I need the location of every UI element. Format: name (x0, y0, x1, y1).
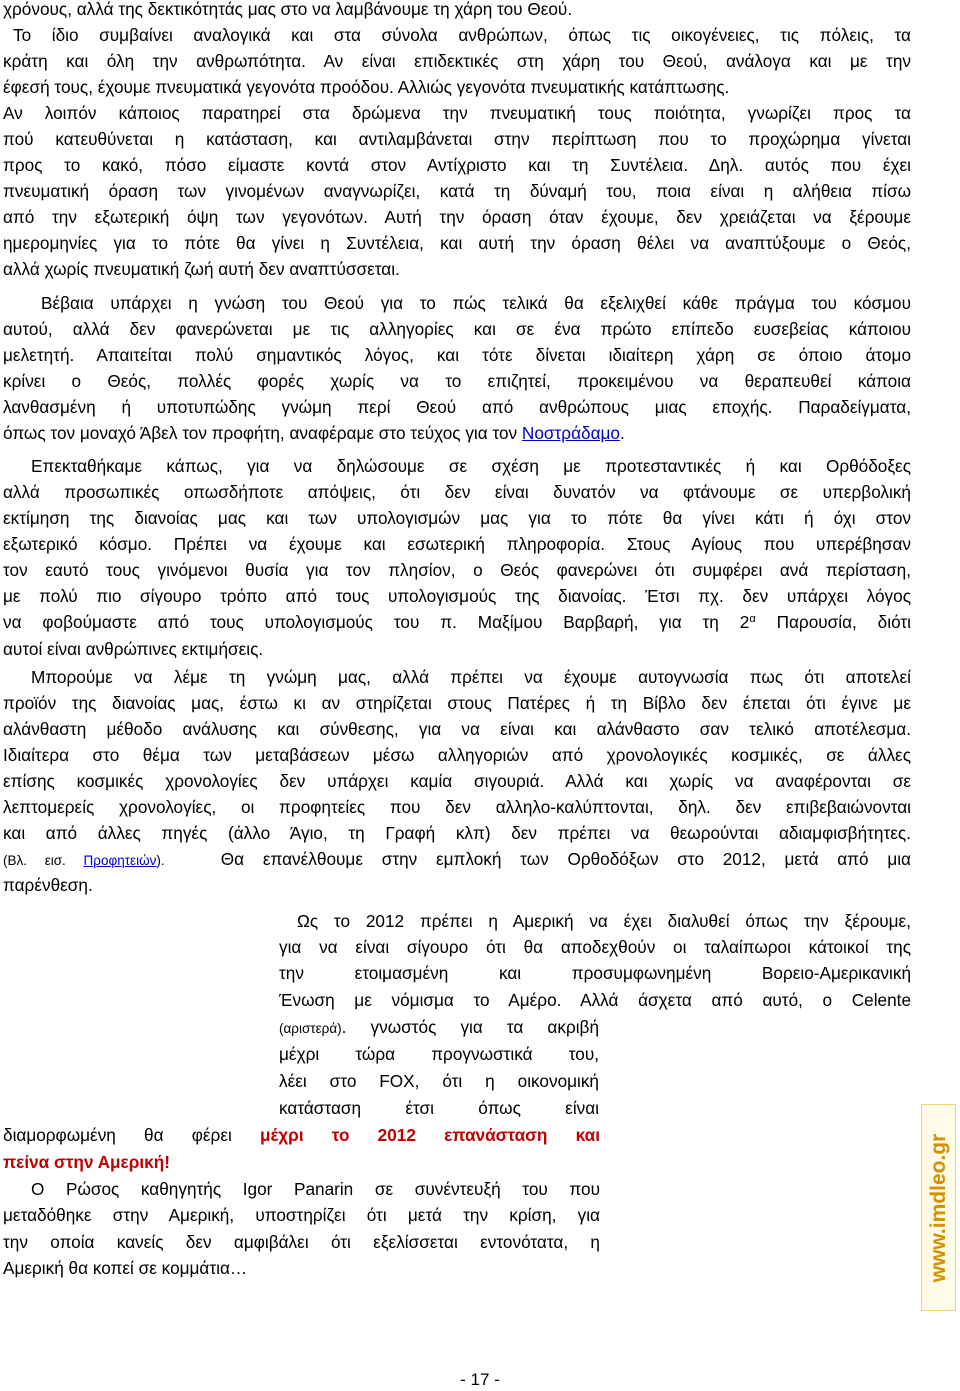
text-line: μέχρι τώρα προγνωστικά του, (279, 1044, 599, 1064)
text-line: Επεκταθήκαμε κάπως, για να δηλώσουμε σε σχέση με προτεσταντικές ή και Ορθόδοξες (31, 456, 911, 476)
text-line: για να είναι σίγουρο ότι θα αποδεχθούν οι ταλαίπωροι κάτοικοί της (279, 937, 911, 957)
text-line: επίσης κοσμικές χρονολογίες δεν υπάρχει καμία σιγουριά. Αλλά και χωρίς να αναφέρονται σε (3, 771, 911, 791)
text-line: από την εξωτερική όψη των γεγονότων. Αυτή την όραση όταν έχουμε, δεν χρειάζεται να ξέρουμε (3, 207, 911, 227)
text-line: κρίνει ο Θεός, πολλές φορές χωρίς να το επιζητεί, προκειμένου να θεραπευθεί κάποια (3, 371, 911, 391)
text-line: παρένθεση. (3, 875, 93, 895)
text-line: όπως τον μοναχό Άβελ τον προφήτη, αναφέραμε στο τεύχος για τον Νοστράδαμο. (3, 423, 625, 443)
text-line: προς το κακό, πόσο είμαστε κοντά στον Αντίχριστο και τη Συντέλεια. Δηλ. αυτός που έχει (3, 155, 911, 175)
text-line: διαμορφωμένη θα φέρει μέχρι το 2012 επανάσταση και (3, 1125, 600, 1145)
emphasis-text: μέχρι το 2012 επανάσταση και (260, 1125, 600, 1145)
nostradamus-link[interactable]: Νοστράδαμο (521, 423, 620, 443)
text-line: κράτη και όλη την ανθρωπότητα. Αν είναι επιδεκτικές στη χάρη του Θεού, ανάλογα και με την (3, 51, 911, 71)
text-line: να φοβούμαστε από τους υπολογισμούς του π. Μαξίμου Βαρβαρή, για τη $2^\alpha$ Παρουσία, διότι (3, 612, 911, 632)
text-line: κατάσταση έτσι όπως είναι (279, 1098, 599, 1118)
text-line: μελετητή. Απαιτείται πολύ σημαντικός λόγος, και τότε δίνεται ιδιαίτερη χάρη σε όποιο άτομο (3, 345, 911, 365)
text-line: Μπορούμε να λέμε τη γνώμη μας, αλλά πρέπει να έχουμε αυτογνωσία πως ότι αποτελεί (31, 667, 911, 687)
text-line: λέει στο FOX, ότι η οικονομική (279, 1071, 599, 1091)
text-line: αλάνθαστη μέθοδο ανάλυσης και σύνθεσης, για να είναι και αλάνθαστο σαν τελικό αποτέλεσμα. (3, 719, 911, 739)
text-line: μεταδόθηκε στην Αμερική, υποστηρίζει ότι μετά την κρίση, για (3, 1205, 600, 1225)
text-line: πού κατευθύνεται η κατάσταση, και αντιλαμβάνεται στην περίπτωση που το προχώρημα γίνεται (3, 129, 911, 149)
text-line: λανθασμένη ή υποτυπώδης γνώμη περί Θεού από ανθρώπους μιας εποχής. Παραδείγματα, (3, 397, 911, 417)
text-line: εκτίμηση της διανοίας μας και των υπολογισμών μας για το πότε θα γίνει κάτι ή όχι στον (3, 508, 911, 528)
text-line: Ως το 2012 πρέπει η Αμερική να έχει διαλυθεί όπως την ξέρουμε, (297, 911, 911, 931)
text-line: με πολύ πιο σίγουρο τρόπο από τους υπολογισμούς της διανοίας. Έτσι πχ. δεν υπάρχει λόγος (3, 586, 911, 606)
text-line: έφεσή τους, έχουμε πνευματικά γεγονότα προόδου. Αλλιώς γεγονότα πνευματικής κατάπτωσης. (3, 77, 730, 97)
text-line: Ο Ρώσος καθηγητής Igor Panarin σε συνέντευξή του που (31, 1179, 600, 1199)
text-line: αυτού, αλλά δεν φανερώνεται με τις αλληγορίες και σε ένα πρώτο επίπεδο ευσεβείας κάποιου (3, 319, 911, 339)
page-number: - 17 - (460, 1370, 500, 1389)
text-line: αλλά χωρίς πνευματική ζωή αυτή δεν αναπτύσσεται. (3, 259, 400, 279)
text-line: την ετοιμασμένη και προσυμφωνημένη Βορειο-Αμερικανική (279, 963, 911, 983)
text-line: την οποία κανείς δεν αμφιβάλει ότι εξελίσσεται εντονότατα, η (3, 1232, 600, 1252)
text-line: Ιδιαίτερα στο θέμα των μεταβάσεων μέσω αλληγοριών από χρονολογικές κοσμικές, σε άλλες (3, 745, 911, 765)
emphasis-text: πείνα στην Αμερική! (3, 1152, 170, 1172)
text-line (3, 1149, 911, 1175)
text-line: Βέβαια υπάρχει η γνώση του Θεού για το πώς τελικά θα εξελιχθεί κάθε πράγμα του κόσμου (41, 293, 911, 313)
ordinal-superscript: α (749, 613, 756, 625)
website-watermark: www.imdleo.gr (921, 1104, 956, 1311)
text-line: (Βλ. εισ. Προφητειών). Θα επανέλθουμε στην εμπλοκή των Ορθοδόξων στο 2012, μετά από μια (3, 849, 911, 869)
text-line: (αριστερά). γνωστός για τα ακριβή (279, 1017, 599, 1037)
text-line: Ένωση με νόμισμα το Αμέρο. Αλλά άσχετα από αυτό, ο Celente (279, 990, 911, 1010)
text-line: εξωτερικό κόσμο. Πρέπει να έχουμε και εσωτερική πληροφορία. Στους Αγίους που υπερέβησαν (3, 534, 911, 554)
text-line: ημερομηνίες για το πότε θα γίνει η Συντέλεια, και αυτή την όραση θέλει να αναπτύξουμε ο Θεός, (3, 233, 911, 253)
text-line: προϊόν της διανοίας μας, έστω κι αν στηρίζεται στους Πατέρες ή τη Βίβλο δεν έπεται ότι έγινε με (3, 693, 911, 713)
text-line: χρόνους, αλλά της δεκτικότητάς μας στο να λαμβάνουμε τη χάρη του Θεού. (3, 0, 573, 19)
text-line: λεπτομερείς χρονολογίες, οι προφητείες που δεν αλληλο-καλύπτονται, δηλ. δεν επιβεβαιώνονται (3, 797, 911, 817)
prophecies-link[interactable]: Προφητειών (83, 853, 157, 868)
text-line: αλλά προσωπικές οπωσδήποτε απόψεις, ότι δεν είναι δυνατόν να φτάνουμε σε υπερβολική (3, 482, 911, 502)
text-line: πνευματική όραση των γινομένων αναγνωρίζει, κατά τη δύναμή του, ποια είναι η αλήθεια πίσω (3, 181, 911, 201)
text-line: Αμερική θα κοπεί σε κομμάτια… (3, 1258, 248, 1278)
text-line: Το ίδιο συμβαίνει αναλογικά και στα σύνολα ανθρώπων, όπως τις οικογένειες, τις πόλεις, τα (13, 25, 911, 45)
text-line: αυτοί είναι ανθρώπινες εκτιμήσεις. (3, 639, 264, 659)
text-line: τον εαυτό τους γινόμενοι θυσία για τον πλησίον, ο Θεός φανερώνει ότι συμφέρει ανά περίσταση, (3, 560, 911, 580)
text-line: Αν λοιπόν κάποιος παρατηρεί στα δρώμενα την πνευματική τους ποιότητα, γνωρίζει προς τα (3, 103, 911, 123)
text-line: και από άλλες πηγές (άλλο Άγιο, τη Γραφή κλπ) δεν πρέπει να θεωρούνται αδιαμφισβήτητες. (3, 823, 911, 843)
